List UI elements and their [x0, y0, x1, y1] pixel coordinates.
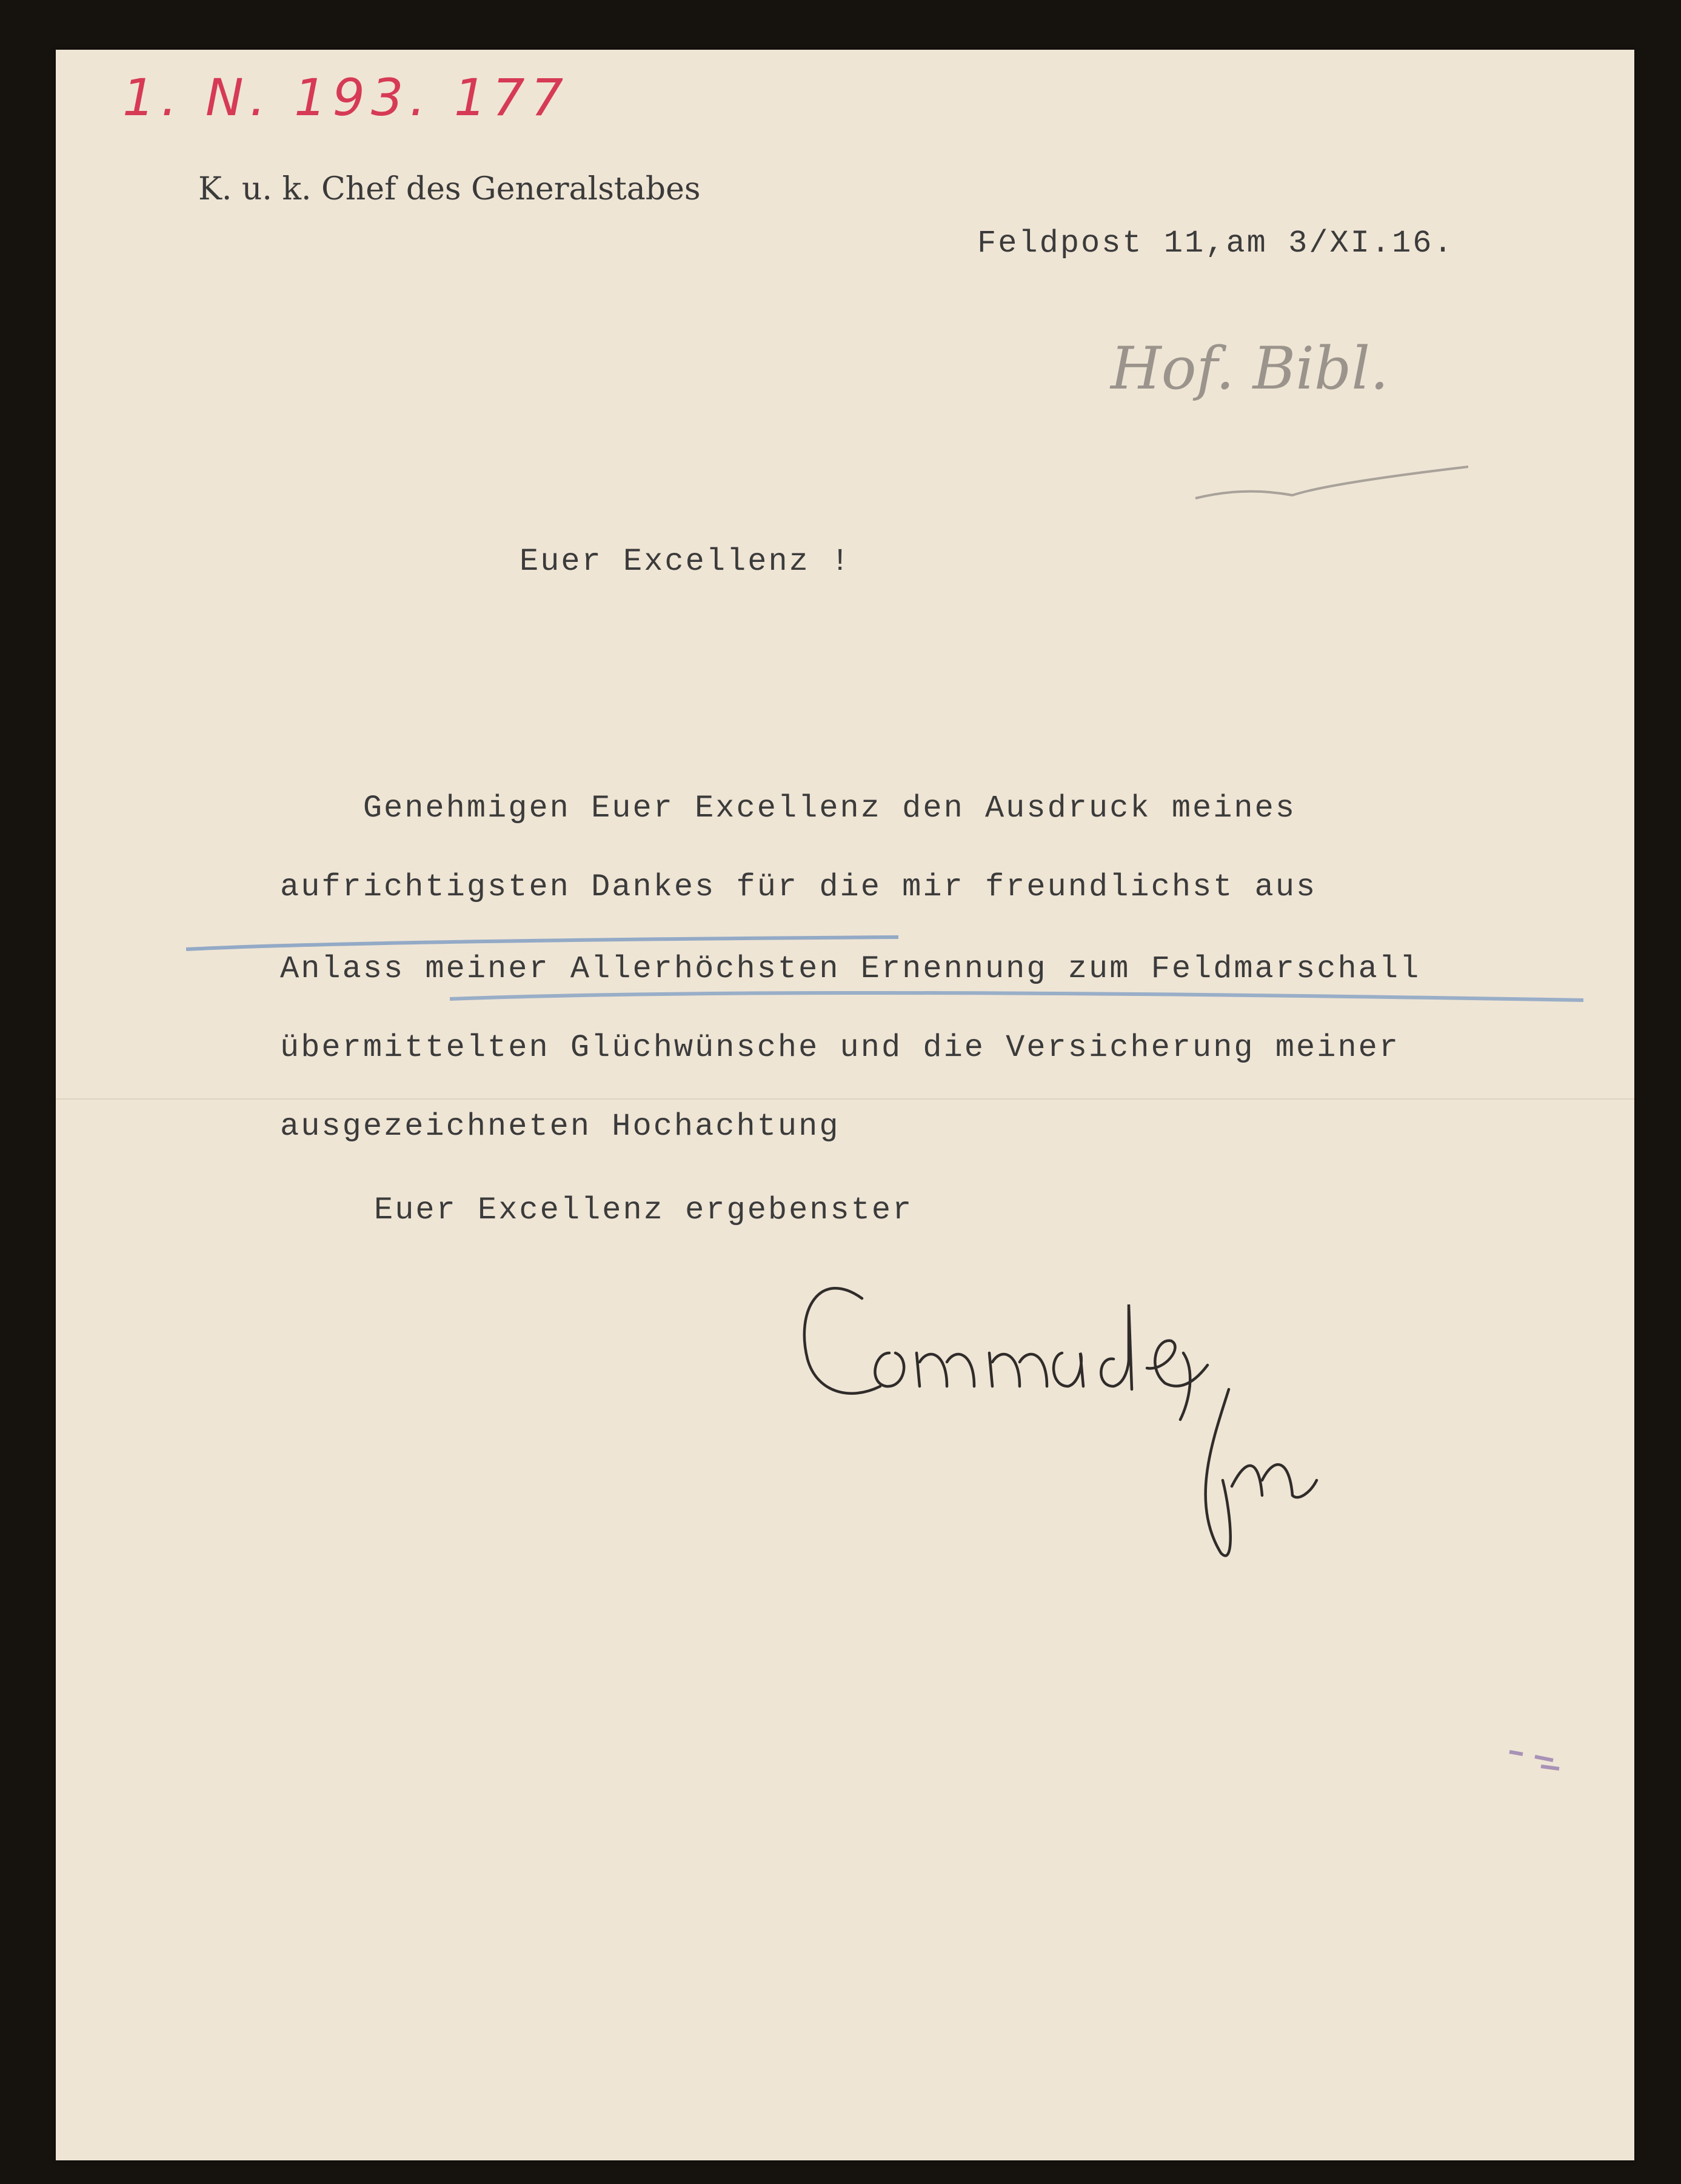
ink-markings: [56, 50, 1634, 2160]
signature: [804, 1288, 1317, 1555]
pencil-note: Hof. Bibl.: [1111, 335, 1389, 402]
pencil-underline: [1195, 467, 1468, 498]
blue-underline: [186, 937, 898, 949]
archive-number: 1. N. 193. 177: [122, 68, 570, 127]
body-line: Genehmigen Euer Excellenz den Ausdruck meines: [280, 790, 1297, 826]
purple-mark: [1509, 1752, 1559, 1769]
closing: Euer Excellenz ergebenster: [374, 1192, 914, 1228]
letterhead: K. u. k. Chef des Generalstabes: [198, 171, 701, 207]
body-line: aufrichtigsten Dankes für die mir freundlichst aus: [280, 869, 1317, 905]
blue-underline: [450, 993, 1583, 1000]
body-line: übermittelten Glüchwünsche und die Versicherung meiner: [280, 1030, 1400, 1066]
letter-sheet: [56, 50, 1634, 2160]
dateline: Feldpost 11,am 3/XI.16.: [977, 225, 1454, 261]
body-line: Anlass meiner Allerhöchsten Ernennung zum Feldmarschall: [280, 951, 1421, 987]
salutation: Euer Excellenz !: [520, 544, 852, 579]
body-line: ausgezeichneten Hochachtung: [280, 1109, 840, 1144]
